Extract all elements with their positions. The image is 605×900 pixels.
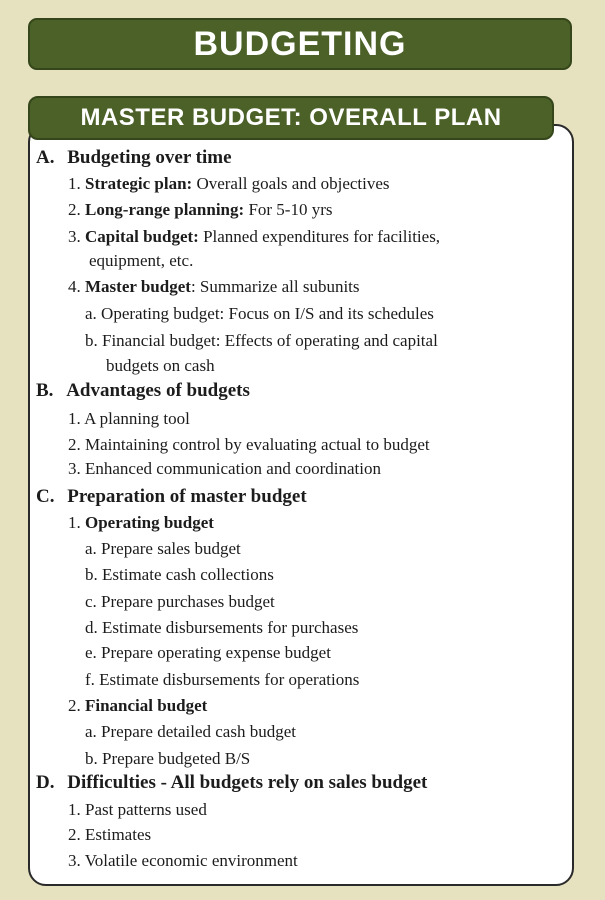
sub-list-item: f. Estimate disbursements for operations <box>85 670 360 689</box>
list-item: 1. Strategic plan: Overall goals and objectives <box>68 174 390 193</box>
list-item-continuation: equipment, etc. <box>89 251 194 270</box>
sub-list-item: b. Financial budget: Effects of operating and capital <box>85 331 438 350</box>
list-item: 3. Volatile economic environment <box>68 851 298 870</box>
list-item: 1. A planning tool <box>68 409 190 428</box>
sub-list-item: e. Prepare operating expense budget <box>85 643 331 662</box>
list-item: 2. Long-range planning: For 5-10 yrs <box>68 200 333 219</box>
sub-list-item: b. Estimate cash collections <box>85 565 274 584</box>
section-d-marker: D. <box>36 772 55 793</box>
title-banner <box>28 18 572 70</box>
sub-list-item: d. Estimate disbursements for purchases <box>85 618 359 637</box>
section-title: MASTER BUDGET: OVERALL PLAN <box>80 104 502 131</box>
list-item: 2. Maintaining control by evaluating actual to budget <box>68 435 430 454</box>
section-d-heading <box>36 773 427 792</box>
page-title: BUDGETING <box>193 24 407 63</box>
sub-list-item: c. Prepare purchases budget <box>85 592 275 611</box>
sub-list-item: a. Operating budget: Focus on I/S and its schedules <box>85 304 434 323</box>
section-c-marker: C. <box>36 486 55 507</box>
list-item: 1. Past patterns used <box>68 800 207 819</box>
list-item: 3. Enhanced communication and coordination <box>68 459 381 478</box>
section-c-heading <box>36 487 307 506</box>
section-b-heading <box>36 381 250 400</box>
list-item: 1. Operating budget <box>68 513 214 532</box>
section-a-title: Budgeting over time <box>67 147 232 168</box>
list-item: 2. Estimates <box>68 825 152 844</box>
section-d-title: Difficulties - All budgets rely on sales budget <box>67 772 428 793</box>
sub-list-item-continuation: budgets on cash <box>106 356 215 375</box>
sub-list-item: a. Prepare detailed cash budget <box>85 722 296 741</box>
section-b-title: Advantages of budgets <box>66 380 250 401</box>
list-item: 4. Master budget: Summarize all subunits <box>68 277 360 296</box>
section-c-title: Preparation of master budget <box>67 486 307 507</box>
list-item: 2. Financial budget <box>68 696 208 715</box>
section-b-marker: B. <box>36 380 54 401</box>
sub-list-item: b. Prepare budgeted B/S <box>85 749 251 768</box>
section-banner <box>28 96 554 140</box>
sub-list-item: a. Prepare sales budget <box>85 539 241 558</box>
section-a-marker: A. <box>36 147 55 168</box>
list-item: 3. Capital budget: Planned expenditures for facilities, <box>68 227 441 246</box>
section-a-heading <box>36 148 232 167</box>
